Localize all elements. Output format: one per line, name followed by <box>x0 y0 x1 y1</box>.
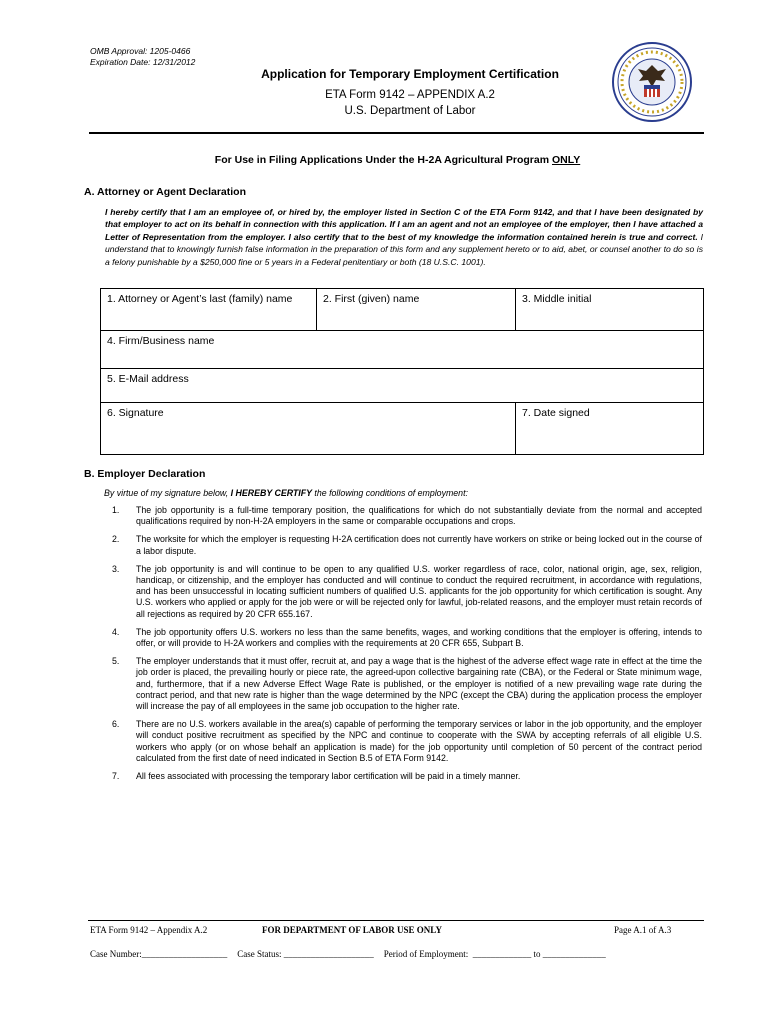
employer-conditions-list <box>104 505 702 789</box>
firm-field[interactable] <box>101 331 704 369</box>
item-text: The job opportunity is and will continue to be open to any qualified U.S. worker regardless of race, color, national origin, age, sex, religion, handicap, or citizenship, and the employer has conducted and will continue to conduct the required recruitment, in accordance with regulations, and has been unsuccessful in locating sufficient numbers of qualified U.S. applicants for the job opportunity for which certification is sought. Any U.S. workers who applied or apply for the job were or will be rejected only for lawful, job-related reasons, and the employer must retain records of all rejections as required by 20 CFR 655.167. <box>136 563 702 619</box>
list-item <box>104 534 702 556</box>
section-b-heading: B. Employer Declaration <box>84 468 206 480</box>
item-number: 4. <box>112 626 120 637</box>
use-statement-text: For Use in Filing Applications Under the H-2A Agricultural Program <box>214 154 550 166</box>
use-statement <box>90 154 705 166</box>
list-item <box>104 627 702 649</box>
title-block <box>200 67 620 119</box>
item-number: 1. <box>112 505 120 515</box>
omb-info <box>90 46 195 68</box>
form-title: Application for Temporary Employment Certification <box>261 67 559 81</box>
form-name: ETA Form 9142 – APPENDIX A.2 <box>325 89 495 101</box>
footer-page-number: Page A.1 of A.3 <box>614 925 672 935</box>
case-status-field[interactable]: Case Status: ____________________ <box>237 949 374 959</box>
middle-initial-label: 3. Middle initial <box>522 293 592 305</box>
omb-approval: OMB Approval: 1205-0466 <box>90 46 191 56</box>
footer-rule <box>88 920 704 921</box>
item-text: All fees associated with processing the temporary labor certification will be paid in a timely manner. <box>136 771 521 782</box>
period-of-employment-field[interactable]: Period of Employment: _____________ to ______________ <box>383 949 606 959</box>
list-item <box>104 656 702 712</box>
intro-certify: I HEREBY CERTIFY <box>230 488 312 498</box>
item-text: There are no U.S. workers available in the area(s) capable of performing the temporary services or labor in the job opportunity, and the employer will conduct positive recruitment as specified by the NPC and continue to cooperate with the SWA by accepting referrals of all eligible U.S. workers who apply (or on whose behalf an application is made) for the job opportunity until completion of 50 percent of the contract period calculated from the first date of need indicated in Section B.5 of ETA Form 9142. <box>136 719 702 763</box>
employer-intro <box>104 488 468 498</box>
last-name-field[interactable] <box>101 289 317 331</box>
item-number: 2. <box>112 534 120 545</box>
department-name: U.S. Department of Labor <box>344 105 476 117</box>
email-field[interactable] <box>101 369 704 403</box>
item-number: 5. <box>112 656 120 667</box>
item-number: 3. <box>112 563 120 574</box>
section-a-heading: A. Attorney or Agent Declaration <box>84 186 246 198</box>
last-name-label: 1. Attorney or Agent’s last (family) name <box>107 293 293 305</box>
list-item <box>104 505 702 527</box>
case-number-field[interactable]: Case Number:___________________ <box>90 949 228 959</box>
firm-label: 4. Firm/Business name <box>107 335 215 347</box>
first-name-label: 2. First (given) name <box>323 293 420 305</box>
signature-field[interactable] <box>101 403 516 455</box>
date-signed-label: 7. Date signed <box>522 407 590 419</box>
intro-after: the following conditions of employment: <box>314 488 468 498</box>
expiration-date: Expiration Date: 12/31/2012 <box>90 57 196 67</box>
list-item <box>104 771 702 782</box>
email-label: 5. E-Mail address <box>107 373 189 385</box>
attorney-declaration <box>105 206 703 268</box>
header-rule <box>89 132 704 134</box>
list-item <box>104 719 702 764</box>
item-text: The employer understands that it must offer, recruit at, and pay a wage that is the highest of the adverse effect wage rate in effect at the time the job order is placed, the prevailing hourly or piece rate, the agreed-upon collective bargaining rate (CBA), or the Federal or State minimum wage, and, furthermore, that if a new Adverse Effect Wage Rate is published, or the employer is notified of a new prevailing wage rate during the contract period, and that new rate is higher than the wage determined by the NPC (except the CBA) during the application process the employer will increase the pay of all employees in the same job occupation to the higher rate. <box>136 656 702 712</box>
use-statement-only: ONLY <box>552 154 581 166</box>
footer-form-ref: ETA Form 9142 – Appendix A.2 <box>90 925 208 935</box>
attorney-form-table <box>100 288 704 455</box>
item-number: 6. <box>112 719 120 730</box>
declaration-italic: I understand that to knowingly furnish false information in the preparation of this form and any supplement hereto or to aid, abet, or counsel another to do so is a felony punishable by a $250,000 fine or 5 years in a Federal penitentiary or both (18 U.S.C. 1001). <box>105 231 703 267</box>
dol-seal-logo <box>611 41 693 123</box>
item-text: The worksite for which the employer is requesting H-2A certification does not currently have workers on strike or being locked out in the course of a labor dispute. <box>136 534 702 556</box>
list-item <box>104 564 702 620</box>
middle-initial-field[interactable] <box>516 289 704 331</box>
intro-before: By virtue of my signature below, <box>104 488 229 498</box>
item-number: 7. <box>112 771 120 782</box>
declaration-bold: I hereby certify that I am an employee of, or hired by, the employer listed in Section C of the ETA Form 9142, and that I have been designated by that employer to act on its behalf in connection with this application. If I am an agent and not an employee of the employer, then I have attached a Letter of Representation from the employer. I also certify that to the best of my knowledge the information contained herein is true and correct. <box>105 207 703 242</box>
signature-label: 6. Signature <box>107 407 164 419</box>
footer-dol-use: FOR DEPARTMENT OF LABOR USE ONLY <box>262 925 442 935</box>
date-signed-field[interactable] <box>516 403 704 455</box>
footer-dol-fields <box>90 949 710 959</box>
item-text: The job opportunity offers U.S. workers no less than the same benefits, wages, and working conditions that the employer is offering, intends to offer, or will provide to H-2A workers and complies with the requirements at 20 CFR 655, Subpart B. <box>136 626 702 649</box>
item-text: The job opportunity is a full-time temporary position, the qualifications for which do not substantially deviate from the normal and accepted qualifications required by non-H-2A employers in the same or comparable occupations and crops. <box>136 505 702 527</box>
first-name-field[interactable] <box>317 289 516 331</box>
